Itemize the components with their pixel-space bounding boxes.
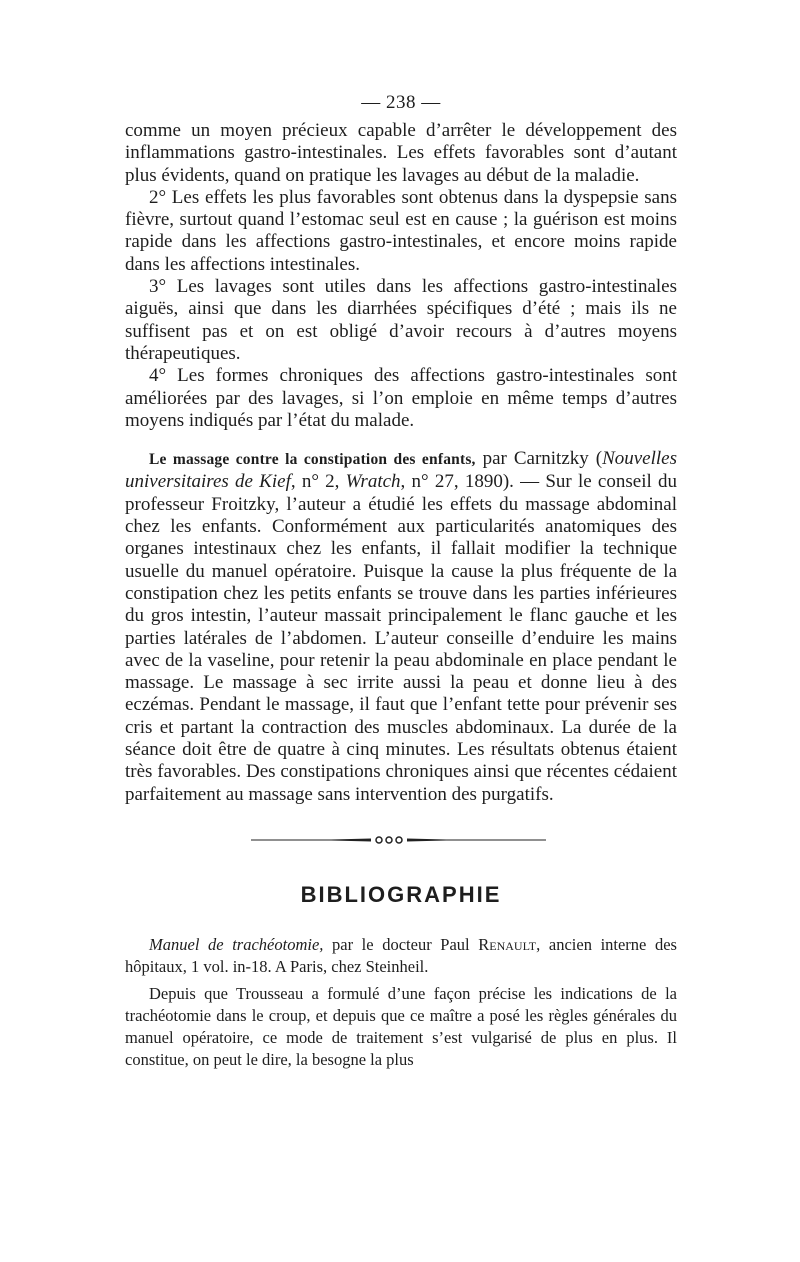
paragraph-point-2: 2° Les effets les plus favorables sont obtenus dans la dyspepsie sans fièvre, surtout quand l’estomac seul est en cause ; la guérison est moins rapide dans les affections gastro-intestinales, et encore moins rapide dans les affections intestinales. [125,186,677,275]
article-source: Nouvelles universitaires de Kief [125,448,678,493]
page-number: — 238 — [361,92,441,113]
bibliography-section [125,934,677,1072]
article-source-number: , n° 2, [290,471,346,493]
entry-publication: , ancien interne des hôpitaux, 1 vol. in-18. A Paris, chez Steinheil. [125,934,677,977]
article-source-2: Wratch [345,471,401,493]
article-author: par Carnitzky ( [475,448,603,470]
article-source-2-rest: , n° 27, 1890). [400,471,514,493]
entry-text: par le docteur Paul [323,934,479,954]
paragraph-continuation: comme un moyen précieux capable d’arrêter le développement des inflammations gastro-intestinales. Les effets favorables sont d’autant plus évidents, quand on pratique les lavages au début de la maladie. [125,120,677,186]
bibliography-heading: BIBLIOGRAPHIE [300,881,502,907]
conclusions-section [125,120,677,432]
paragraph-point-3: 3° Les lavages sont utiles dans les affections gastro-intestinales aiguës, ainsi que dans les diarrhées spécifiques d’été ; mais ils ne suffisent pas et on est obligé d’avoir recours à d’autres moyens thérapeutiques. [125,276,677,364]
bibliography-entry [125,934,677,979]
paragraph-point-4: 4° Les formes chroniques des affections gastro-intestinales sont améliorées par des lavages, si l’on emploie en même temps d’autres moyens indiqués par l’état du malade. [125,365,677,431]
book-author: Renault [478,934,537,954]
ornamental-divider [251,834,551,846]
book-title: Manuel de trachéotomie, [149,934,324,954]
divider-ornament-icon [251,834,551,846]
article-title: Le massage contre la constipation des enfants, [149,451,476,469]
bibliography-review: Depuis que Trousseau a formulé d’une façon précise les indications de la trachéotomie dans le croup, et depuis que ce maître a posé les règles générales du manuel opératoire, ce mode de traitement s’est vulgarisé de plus en plus. Il constitue, on peut le dire, la besogne la plus [125,983,677,1070]
book-page [125,92,677,1072]
massage-article [125,448,677,806]
article-body: — Sur le conseil du professeur Froitzky, l’auteur a étudié les effets du massage abdominal chez les enfants. Conformément aux particularités anatomiques des organes intestinaux chez les enfants, il fallait modifier la technique usuelle du manuel opératoire. Puisque la cause la plus fréquente de la constipation chez les petits enfants se trouve dans les parties inférieures du gros intestin, l’auteur massait principalement le flanc gauche et les parties latérales de l’abdomen. L’auteur conseille d’enduire les mains avec de la vaseline, pour retenir la peau abdominale en place pendant le massage. Le massage à sec irrite aussi la peau et donne lieu à des eczémas. Pendant le massage, il faut que l’enfant tette pour prévenir ses cris et partant la contraction des muscles abdominaux. La durée de la séance doit être de quatre à cinq minutes. Les résultats obtenus étaient très favorables. Des constipations chroniques ainsi que récentes cédaient parfaitement au massage sans intervention des purgatifs. [125,471,677,805]
